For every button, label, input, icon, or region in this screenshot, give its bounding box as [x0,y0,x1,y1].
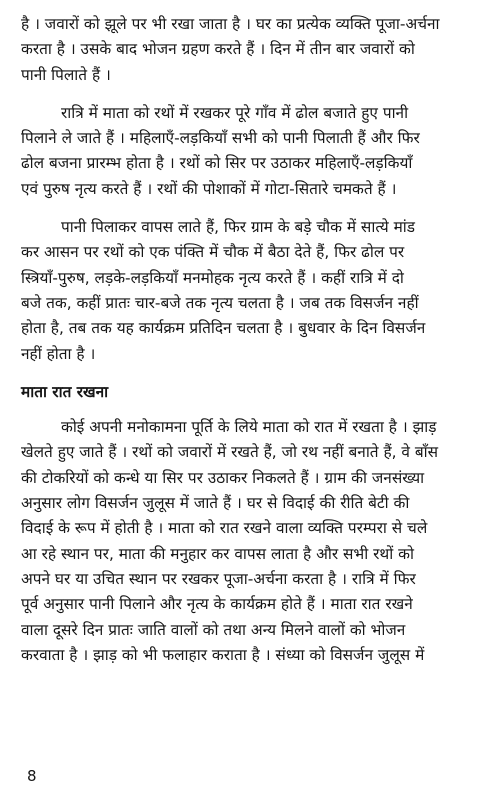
text-line: आ रहे स्थान पर, माता की मनुहार कर वापस लाता है और सभी रथों को [21,544,414,563]
text-line: वाला दूसरे दिन प्रातः जाति वालों को तथा अन्य मिलने वालों को भोजन [21,620,406,639]
text-line: कर आसन पर रथों को एक पंक्ति में चौक में बैठा देते हैं, फिर ढोल पर [21,243,405,262]
paragraph-gap [21,202,463,215]
text-line: पूर्व अनुसार पानी पिलाने और नृत्य के कार्यक्रम होते हैं । माता रात रखने [21,595,413,614]
text-line: पानी पिलाते हैं । [21,65,111,84]
text-line: अनुसार लोग विसर्जन जुलूस में जाते हैं । घर से विदाई की रीति बेटी की [21,494,410,513]
section-paragraph [21,415,463,668]
text-line: रात्रि में माता को रथों में रखकर पूरे गाँव में ढोल बजाते हुए पानी [61,103,409,122]
text-line: करता है । उसके बाद भोजन ग्रहण करते हैं । दिन में तीन बार जवारों को [21,40,415,59]
text-line: है । जवारों को झूले पर भी रखा जाता है । घर का प्रत्येक व्यक्ति पूजा-अर्चना [21,15,440,33]
text-line: स्त्रियाँ-पुरुष, लड़के-लड़कियाँ मनमोहक नृत्य करते हैं । कहीं रात्रि में दो [21,268,404,287]
text-line: एवं पुरुष नृत्य करते हैं । रथों की पोशाकों में गोटा-सितारे चमकते हैं । [21,179,397,198]
paragraph-gap [21,88,463,101]
paragraph-3 [21,215,463,367]
paragraph-2 [21,101,463,202]
text-line: की टोकरियों को कन्धे या सिर पर उठाकर निकलते हैं । ग्राम की जनसंख्या [21,468,425,487]
paragraph-1 [21,12,463,88]
paragraph-gap [21,367,463,380]
paragraph-gap [21,405,463,415]
text-line: नहीं होता है । [21,344,96,363]
text-line: विदाई के रूप में होती है । माता को रात रखने वाला व्यक्ति परम्परा से चले [21,519,428,538]
text-line: कोई अपनी मनोकामना पूर्ति के लिये माता को रात में रखता है । झाड़ [61,418,437,437]
text-line: खेलते हुए जाते हैं । रथों को जवारों में रखते हैं, जो रथ नहीं बनाते हैं, वे बाँस [21,443,439,462]
text-line: होता है, तब तक यह कार्यक्रम प्रतिदिन चलता है । बुधवार के दिन विसर्जन [21,319,426,338]
page-number: 8 [27,767,37,785]
text-line: अपने घर या उचित स्थान पर रखकर पूजा-अर्चना करता है । रात्रि में फिर [21,569,416,588]
text-line: पानी पिलाकर वापस लाते हैं, फिर ग्राम के बड़े चौक में सात्ये मांड [61,218,416,237]
text-line: पिलाने ले जाते हैं । महिलाएँ-लड़कियाँ सभी को पानी पिलाती हैं और फिर [21,129,420,148]
text-line: ढोल बजना प्रारम्भ होता है । रथों को सिर पर उठाकर महिलाएँ-लड़कियाँ [21,154,413,173]
text-line: बजे तक, कहीं प्रातः चार-बजे तक नृत्य चलता है । जब तक विसर्जन नहीं [21,293,419,312]
section-heading: माता रात रखना [21,382,109,401]
text-line: करवाता है । झाड़ को भी फलाहार कराता है । संध्या को विसर्जन जुलूस में [21,645,425,664]
